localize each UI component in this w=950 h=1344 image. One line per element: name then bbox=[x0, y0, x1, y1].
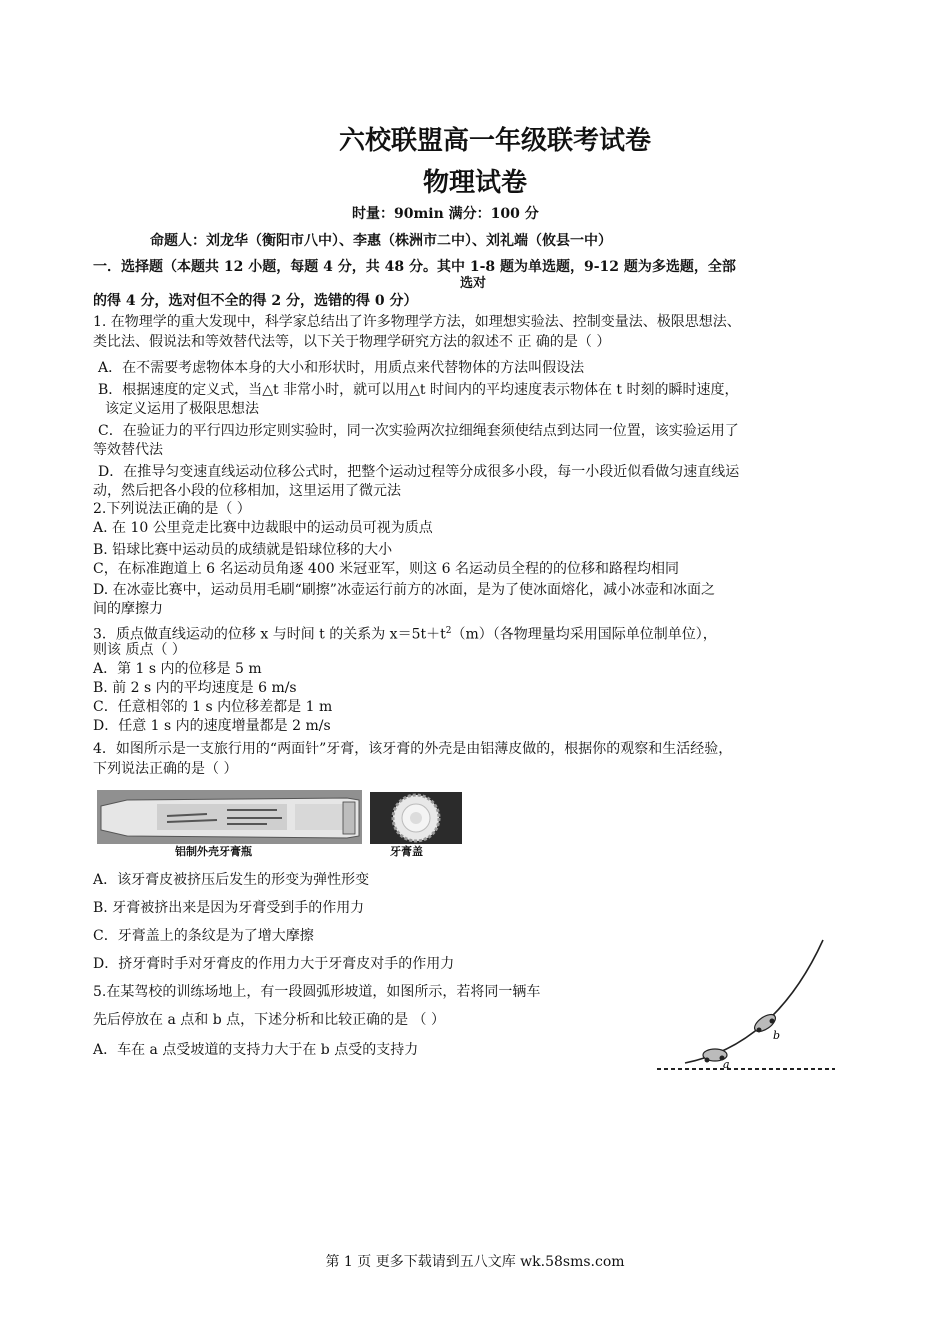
q4-option-c: C．牙膏盖上的条纹是为了增大摩擦 bbox=[93, 928, 314, 944]
q1-stem-part3: 的是（ ） bbox=[549, 334, 611, 350]
q2-option-c: C，在标准跑道上 6 名运动员角逐 400 米冠亚军，则这 6 名运动员全程的的位移和路程均相同 bbox=[93, 561, 679, 577]
q3-option-a: A．第 1 s 内的位移是 5 m bbox=[93, 661, 262, 677]
exam-info: 时量：90min 满分：100 分 bbox=[352, 206, 539, 222]
q3-stem-line1 bbox=[93, 622, 717, 644]
q1-stem-part1: 类比法、假说法和等效替代法等，以下关于物理学研究方法的叙述 bbox=[93, 334, 499, 350]
subject-title: 物理试卷 bbox=[422, 168, 527, 198]
q1-stem-line1: 1. 在物理学的重大发现中，科学家总结出了许多物理学方法，如理想实验法、控制变量法、极限思想法、 bbox=[93, 314, 741, 330]
q1-emphasis: 不 正 确 bbox=[499, 334, 550, 350]
q1-stem-line2 bbox=[93, 333, 610, 351]
q2-option-b: B. 铅球比赛中运动员的成绩就是铅球位移的大小 bbox=[93, 542, 393, 558]
q4-option-a: A．该牙膏皮被挤压后发生的形变为弹性形变 bbox=[93, 872, 370, 888]
q2-stem: 2.下列说法正确的是（ ） bbox=[93, 501, 251, 517]
q1-option-c-line2: 等效替代法 bbox=[93, 442, 163, 458]
toothpaste-cap-photo bbox=[370, 792, 462, 844]
q3-stem-line2: 则该 质点（ ） bbox=[93, 642, 186, 658]
q4-option-b: B. 牙膏被挤出来是因为牙膏受到手的作用力 bbox=[93, 900, 365, 916]
q1-option-d-line1: D．在推导匀变速直线运动位移公式时，把整个运动过程等分成很多小段，每一小段近似看做匀速直线运 bbox=[98, 464, 740, 480]
toothpaste-caption: 铝制外壳牙膏瓶 bbox=[175, 845, 252, 858]
q3-option-d: D．任意 1 s 内的速度增量都是 2 m/s bbox=[93, 718, 331, 734]
toothpaste-tube-photo bbox=[97, 790, 362, 844]
q5-stem-line2: 先后停放在 a 点和 b 点，下述分析和比较正确的是 （ ） bbox=[93, 1012, 446, 1028]
q3-stem-part1: 3．质点做直线运动的位移 x 与时间 t 的关系为 x＝5t＋t bbox=[93, 626, 446, 643]
slope-diagram bbox=[655, 935, 840, 1075]
q1-option-a: A．在不需要考虑物体本身的大小和形状时，用质点来代替物体的方法叫假设法 bbox=[98, 360, 585, 376]
exam-title: 六校联盟高一年级联考试卷 bbox=[338, 126, 651, 156]
q3-stem-part2: （m）（各物理量均采用国际单位制单位）， bbox=[451, 626, 717, 643]
q2-option-d-line2: 间的摩擦力 bbox=[93, 601, 163, 617]
q1-option-b-line2: 该定义运用了极限思想法 bbox=[105, 401, 259, 417]
section1-heading: 一．选择题（本题共 12 小题，每题 4 分，共 48 分。其中 1-8 题为单选题，9-12 题为多选题，全部 bbox=[93, 259, 736, 275]
q4-stem-line2: 下列说法正确的是（ ） bbox=[93, 761, 238, 777]
q5-stem-line1: 5.在某驾校的训练场地上，有一段圆弧形坡道，如图所示，若将同一辆车 bbox=[93, 984, 541, 1000]
section1-scoring: 的得 4 分，选对但不全的得 2 分，选错的得 0 分） bbox=[93, 293, 418, 309]
q1-option-c-line1: C．在验证力的平行四边形定则实验时，同一次实验两次拉细绳套须使结点到达同一位置，该实验运用了 bbox=[98, 423, 739, 439]
q1-option-b-line1: B．根据速度的定义式，当△t 非常小时，就可以用△t 时间内的平均速度表示物体在 t 时刻的瞬时速度， bbox=[98, 382, 739, 398]
authors: 命题人：刘龙华（衡阳市八中）、李惠（株洲市二中）、刘礼端（攸县一中） bbox=[150, 233, 612, 249]
q1-option-d-line2: 动，然后把各小段的位移相加，这里运用了微元法 bbox=[93, 483, 401, 499]
q4-stem-line1: 4．如图所示是一支旅行用的“两面针”牙膏，该牙膏的外壳是由铝薄皮做的，根据你的观察和生活经验， bbox=[93, 741, 733, 757]
cap-caption: 牙膏盖 bbox=[390, 845, 423, 858]
page-footer: 第 1 页 更多下载请到五八文库 wk.58sms.com bbox=[325, 1254, 625, 1270]
q5-option-a: A．车在 a 点受坡道的支持力大于在 b 点受的支持力 bbox=[93, 1042, 419, 1058]
point-b-label: b bbox=[773, 1029, 781, 1042]
section1-overflow: 选对 bbox=[460, 276, 487, 291]
q3-option-c: C．任意相邻的 1 s 内位移差都是 1 m bbox=[93, 699, 333, 715]
point-a-label: a bbox=[723, 1058, 730, 1071]
q3-superscript: 2 bbox=[445, 626, 452, 636]
q2-option-d-line1: D. 在冰壶比赛中，运动员用毛刷“刷擦”冰壶运行前方的冰面，是为了使冰面熔化，减小冰壶和冰面之 bbox=[93, 582, 715, 598]
q4-option-d: D．挤牙膏时手对牙膏皮的作用力大于牙膏皮对手的作用力 bbox=[93, 956, 455, 972]
q2-option-a: A. 在 10 公里竞走比赛中边裁眼中的运动员可视为质点 bbox=[93, 520, 433, 536]
q3-option-b: B. 前 2 s 内的平均速度是 6 m/s bbox=[93, 680, 297, 696]
